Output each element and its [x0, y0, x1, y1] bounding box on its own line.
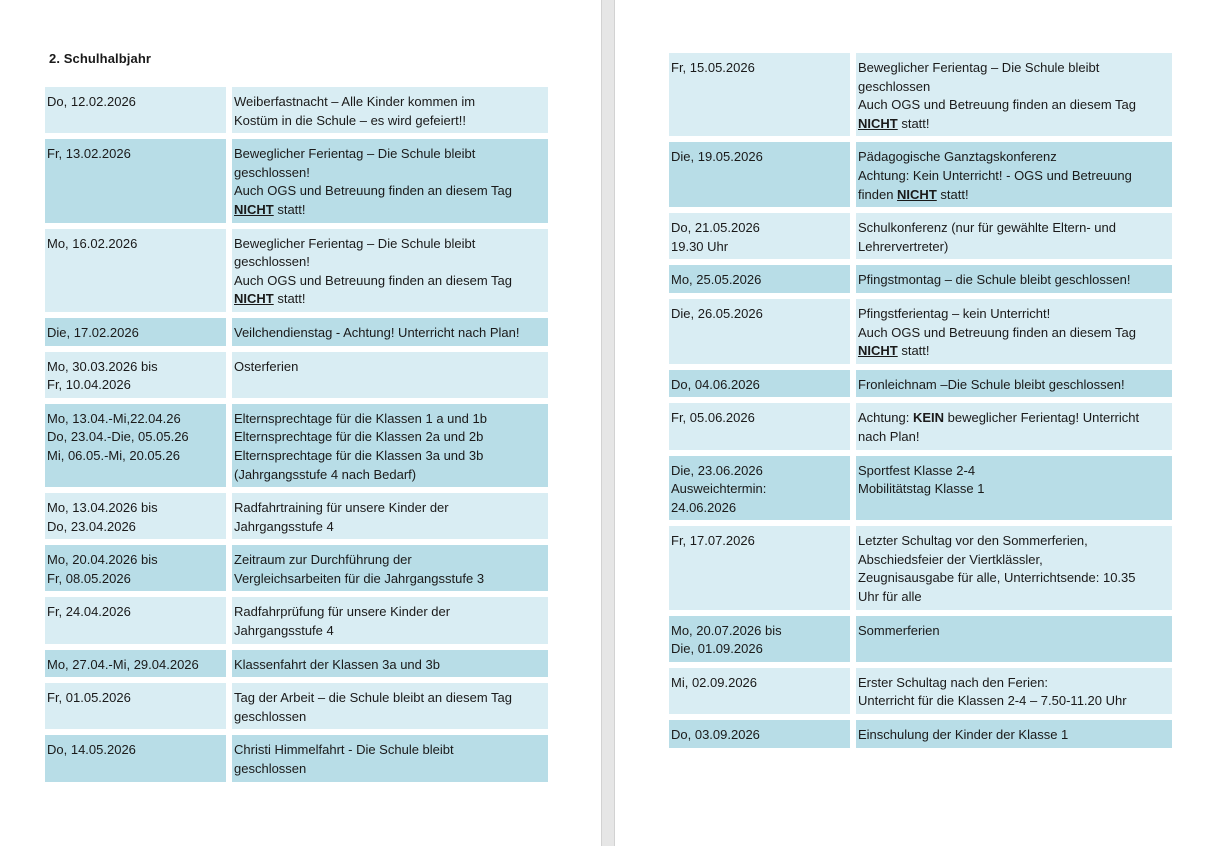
description-line: Uhr für alle	[858, 589, 922, 605]
description-line: Osterferien	[234, 358, 299, 374]
description-line: geschlossen	[858, 78, 931, 94]
description-text: beweglicher Ferientag! Unterricht	[944, 410, 1140, 426]
description-text: statt!	[936, 186, 969, 202]
date-cell: Mo, 27.04.-Mi, 29.04.2026	[45, 650, 226, 678]
kein-emphasis: KEIN	[912, 410, 944, 426]
description-line: Beweglicher Ferientag – Die Schule bleibt	[858, 60, 1100, 75]
description-cell	[856, 370, 1172, 398]
description-cell	[232, 493, 548, 539]
description-text: finden	[858, 186, 898, 202]
date-cell: Mo, 25.05.2026	[669, 265, 850, 293]
date-cell: Do, 03.09.2026	[669, 720, 850, 748]
description-cell	[856, 265, 1172, 293]
description-cell	[856, 616, 1172, 662]
description-text: Achtung:	[858, 410, 913, 426]
table-row	[45, 352, 548, 398]
description-cell	[856, 299, 1172, 364]
description-line: Zeitraum zur Durchführung der	[234, 552, 412, 568]
date-cell: Fr, 01.05.2026	[45, 683, 226, 729]
description-line: Zeugnisausgabe für alle, Unterrichtsende: 10.35	[858, 570, 1136, 586]
date-cell: Mo, 13.04.2026 bis Do, 23.04.2026	[45, 493, 226, 539]
description-cell	[232, 139, 548, 222]
date-cell: Do, 04.06.2026	[669, 370, 850, 398]
description-line: geschlossen	[234, 761, 307, 777]
date-cell: Fr, 24.04.2026	[45, 597, 226, 643]
date-cell: Mi, 02.09.2026	[669, 668, 850, 714]
date-cell: Mo, 20.04.2026 bis Fr, 08.05.2026	[45, 545, 226, 591]
description-line: Pfingstferientag – kein Unterricht!	[858, 305, 1051, 321]
description-text: statt!	[897, 115, 930, 131]
description-cell	[232, 597, 548, 643]
description-line	[858, 115, 1170, 134]
date-cell: Die, 26.05.2026	[669, 299, 850, 364]
description-line: Jahrgangsstufe 4	[234, 518, 334, 534]
table-row	[669, 299, 1172, 364]
description-line: Elternsprechtage für die Klassen 1 a und 1b	[234, 410, 487, 426]
description-line: Beweglicher Ferientag – Die Schule bleibt	[234, 235, 476, 251]
schedule-table	[45, 87, 548, 788]
table-row	[45, 139, 548, 222]
description-line: Achtung: Kein Unterricht! - OGS und Betreuung	[858, 167, 1132, 183]
description-cell	[232, 683, 548, 729]
description-line: Radfahrprüfung für unsere Kinder der	[234, 604, 451, 620]
table-row	[45, 493, 548, 539]
description-cell	[856, 142, 1172, 207]
date-cell: Fr, 13.02.2026	[45, 139, 226, 222]
table-row	[669, 456, 1172, 521]
table-row	[669, 403, 1172, 449]
description-cell	[232, 229, 548, 312]
description-line: Vergleichsarbeiten für die Jahrgangsstufe 3	[234, 570, 485, 586]
table-row	[669, 526, 1172, 609]
section-heading: 2. Schulhalbjahr	[49, 51, 152, 66]
description-line: Erster Schultag nach den Ferien:	[858, 674, 1049, 690]
nicht-emphasis: NICHT	[858, 115, 898, 131]
table-row	[669, 370, 1172, 398]
description-line: nach Plan!	[858, 428, 920, 444]
nicht-emphasis: NICHT	[234, 201, 274, 217]
description-line: Auch OGS und Betreuung finden an diesem Tag	[858, 324, 1137, 340]
nicht-emphasis: NICHT	[897, 186, 937, 202]
table-row	[45, 404, 548, 487]
description-line: Auch OGS und Betreuung finden an diesem Tag	[234, 183, 513, 199]
date-cell: Mo, 30.03.2026 bis Fr, 10.04.2026	[45, 352, 226, 398]
description-line: Tag der Arbeit – die Schule bleibt an diesem Tag	[234, 690, 512, 706]
date-cell: Fr, 15.05.2026	[669, 53, 850, 136]
description-line: Elternsprechtage für die Klassen 2a und 2b	[234, 429, 484, 445]
table-row	[669, 720, 1172, 748]
description-cell	[232, 352, 548, 398]
description-line: Kostüm in die Schule – es wird gefeiert!!	[234, 112, 466, 128]
table-row	[45, 87, 548, 133]
description-line: Lehrervertreter)	[858, 238, 949, 254]
description-line: Klassenfahrt der Klassen 3a und 3b	[234, 656, 440, 672]
date-cell: Do, 21.05.2026 19.30 Uhr	[669, 213, 850, 259]
description-cell	[232, 650, 548, 678]
description-line: Einschulung der Kinder der Klasse 1	[858, 727, 1069, 743]
description-line	[234, 201, 546, 220]
table-row	[669, 616, 1172, 662]
description-text: statt!	[897, 343, 930, 359]
description-line: Auch OGS und Betreuung finden an diesem Tag	[234, 272, 513, 288]
description-line	[858, 186, 1170, 205]
page-gutter	[601, 0, 615, 846]
nicht-emphasis: NICHT	[858, 343, 898, 359]
date-cell: Mo, 13.04.-Mi,22.04.26 Do, 23.04.-Die, 05.05.26 Mi, 06.05.-Mi, 20.05.26	[45, 404, 226, 487]
description-line: geschlossen	[234, 708, 307, 724]
description-line: Weiberfastnacht – Alle Kinder kommen im	[234, 94, 476, 109]
description-cell	[856, 668, 1172, 714]
description-line: Abschiedsfeier der Viertklässler,	[858, 551, 1043, 567]
description-cell	[856, 213, 1172, 259]
date-cell: Do, 14.05.2026	[45, 735, 226, 781]
table-row	[45, 683, 548, 729]
description-line: geschlossen!	[234, 164, 310, 180]
schedule-table	[669, 53, 1172, 754]
description-cell	[232, 545, 548, 591]
table-row	[45, 597, 548, 643]
table-row	[669, 265, 1172, 293]
date-cell: Die, 19.05.2026	[669, 142, 850, 207]
description-line: Letzter Schultag vor den Sommerferien,	[858, 533, 1088, 549]
description-cell	[232, 404, 548, 487]
description-line: Veilchendienstag - Achtung! Unterricht nach Plan!	[234, 324, 520, 340]
description-cell	[856, 526, 1172, 609]
date-cell: Mo, 20.07.2026 bis Die, 01.09.2026	[669, 616, 850, 662]
description-line: Unterricht für die Klassen 2-4 – 7.50-11.20 Uhr	[858, 693, 1127, 709]
description-cell	[856, 403, 1172, 449]
description-line: Pädagogische Ganztagskonferenz	[858, 149, 1057, 165]
description-line: Jahrgangsstufe 4	[234, 623, 334, 639]
description-cell	[856, 456, 1172, 521]
description-line: Christi Himmelfahrt - Die Schule bleibt	[234, 742, 454, 758]
description-cell	[856, 53, 1172, 136]
table-row	[45, 318, 548, 346]
description-line: Pfingstmontag – die Schule bleibt geschlossen!	[858, 272, 1131, 288]
table-row	[45, 650, 548, 678]
nicht-emphasis: NICHT	[234, 291, 274, 307]
description-text: statt!	[273, 201, 306, 217]
date-cell: Die, 17.02.2026	[45, 318, 226, 346]
date-cell: Die, 23.06.2026 Ausweichtermin: 24.06.2026	[669, 456, 850, 521]
date-cell: Mo, 16.02.2026	[45, 229, 226, 312]
description-cell	[232, 735, 548, 781]
description-line: Auch OGS und Betreuung finden an diesem Tag	[858, 97, 1137, 113]
description-cell	[856, 720, 1172, 748]
description-cell	[232, 87, 548, 133]
date-cell: Fr, 17.07.2026	[669, 526, 850, 609]
description-line: (Jahrgangsstufe 4 nach Bedarf)	[234, 466, 417, 482]
date-cell: Do, 12.02.2026	[45, 87, 226, 133]
description-line: Sommerferien	[858, 622, 940, 638]
table-row	[669, 213, 1172, 259]
description-cell	[232, 318, 548, 346]
table-row	[45, 229, 548, 312]
table-row	[669, 53, 1172, 136]
description-line	[858, 409, 1170, 428]
date-cell: Fr, 05.06.2026	[669, 403, 850, 449]
description-line: geschlossen!	[234, 254, 310, 270]
description-line: Fronleichnam –Die Schule bleibt geschlossen!	[858, 376, 1125, 392]
description-line: Radfahrtraining für unsere Kinder der	[234, 500, 449, 516]
table-row	[45, 545, 548, 591]
description-line	[858, 342, 1170, 361]
description-line: Schulkonferenz (nur für gewählte Eltern- und	[858, 220, 1116, 236]
description-line: Sportfest Klasse 2-4	[858, 462, 976, 478]
table-row	[669, 668, 1172, 714]
description-line: Elternsprechtage für die Klassen 3a und 3b	[234, 447, 484, 463]
table-row	[45, 735, 548, 781]
description-line: Beweglicher Ferientag – Die Schule bleibt	[234, 146, 476, 162]
description-line	[234, 290, 546, 309]
description-line: Mobilitätstag Klasse 1	[858, 481, 985, 497]
table-row	[669, 142, 1172, 207]
description-text: statt!	[273, 291, 306, 307]
